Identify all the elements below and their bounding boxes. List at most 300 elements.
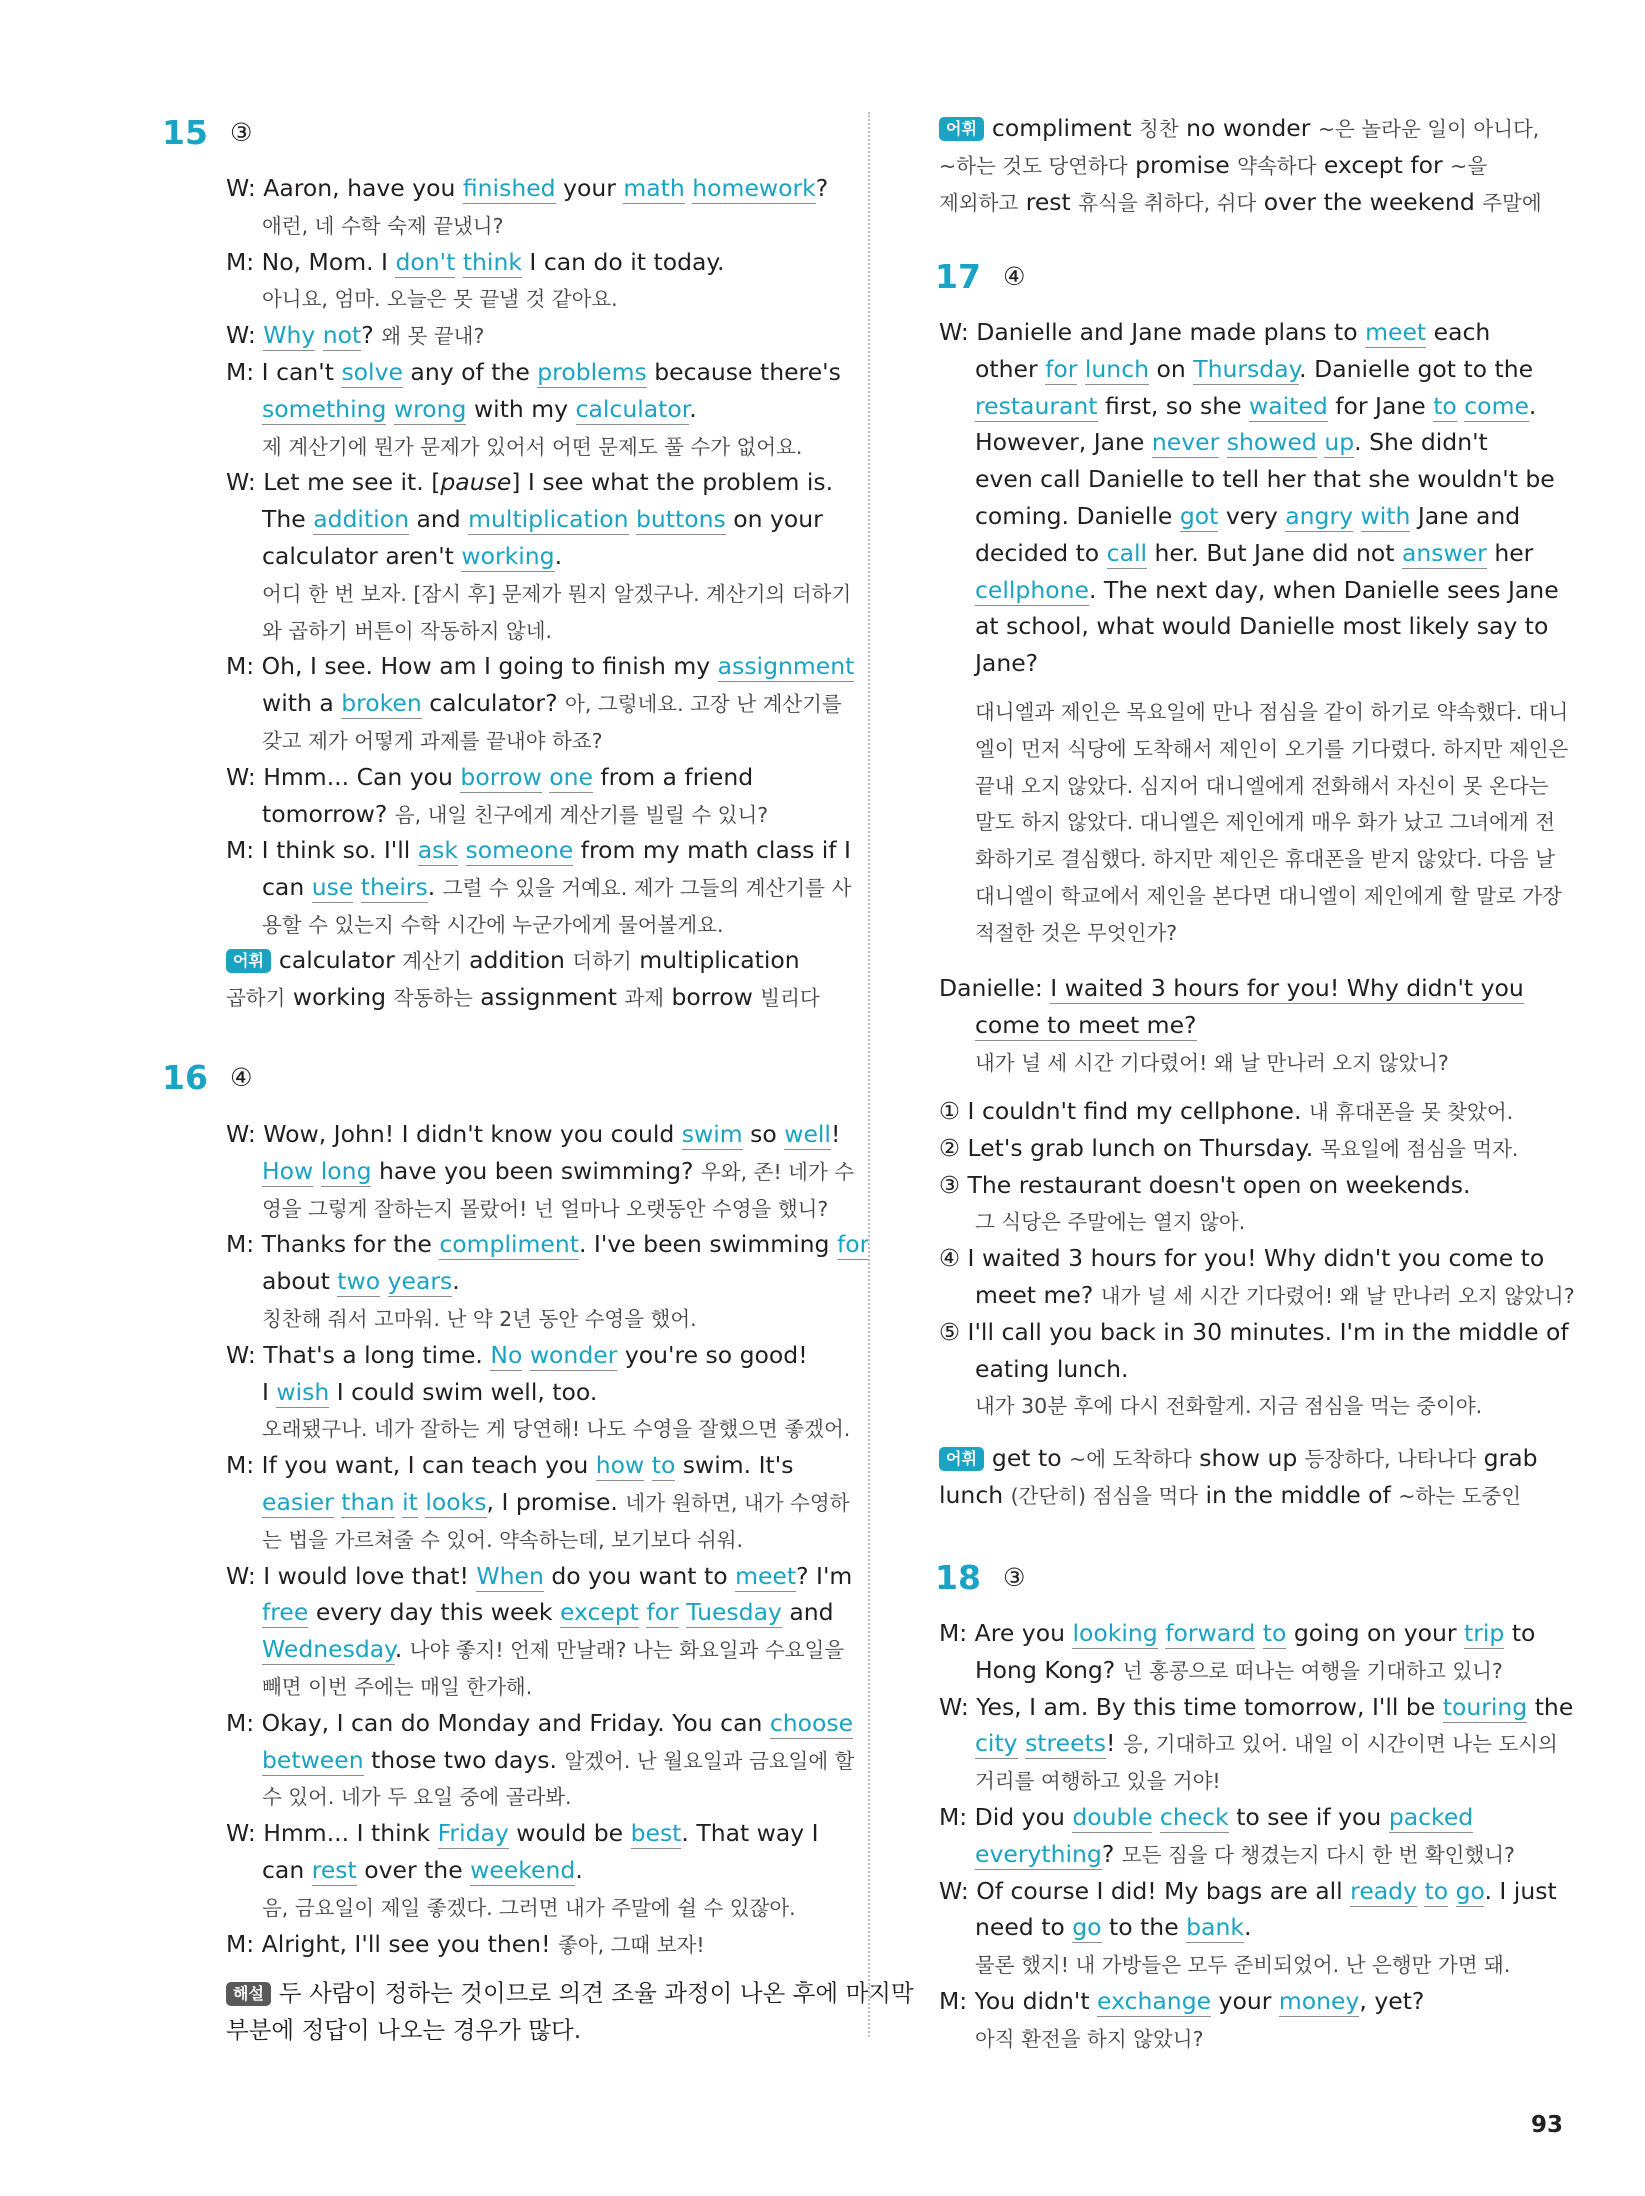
text-segment: each: [1426, 318, 1491, 346]
text-line: [226, 1975, 914, 2011]
section-badge: 어휘: [939, 117, 984, 141]
text-segment: !: [1106, 1729, 1123, 1758]
text-segment: The: [262, 505, 314, 534]
blank-answer: looks: [425, 1488, 487, 1516]
text-line: [226, 354, 841, 390]
text-segment: W: Of course I did! My bags are all: [939, 1876, 1351, 1905]
section-badge: 어휘: [939, 1447, 984, 1471]
text-segment: for Jane: [1327, 391, 1434, 420]
text-line: [939, 1615, 1535, 1651]
text-segment: with a: [262, 689, 342, 718]
blank-answer: solve: [341, 358, 403, 386]
text-segment: meet me?: [975, 1281, 1101, 1309]
korean-translation: 과제: [624, 985, 665, 1010]
blank-answer: forward: [1165, 1619, 1256, 1647]
blank-answer: it: [402, 1488, 418, 1516]
section-badge: 어휘: [226, 949, 271, 973]
text-segment: in the middle of: [1198, 1480, 1399, 1509]
korean-translation-line: 대니엘과 제인은 목요일에 만나 점심을 같이 하기로 약속했다. 대니: [975, 700, 1569, 724]
text-segment: Danielle:: [939, 974, 1051, 1002]
text-line: [975, 1836, 1515, 1872]
blank-answer: math: [623, 174, 685, 202]
text-line: [975, 1652, 1503, 1688]
text-segment: have you been swimming?: [371, 1156, 701, 1185]
blank-answer: homework: [692, 174, 816, 202]
text-line: [262, 722, 603, 758]
text-line: [939, 1240, 1544, 1276]
text-segment: multiplication: [631, 946, 800, 974]
q17-header: [935, 256, 1025, 296]
text-line: [939, 1873, 1557, 1909]
text-segment: get to: [991, 1444, 1070, 1472]
blank-answer: how: [595, 1451, 645, 1480]
text-line: [262, 1190, 828, 1226]
blank-answer: streets: [1025, 1729, 1107, 1758]
blank-answer: to: [1424, 1876, 1449, 1905]
blank-answer: swim: [681, 1120, 743, 1148]
text-line: [975, 1203, 1245, 1239]
korean-translation: 작동하는: [393, 985, 473, 1010]
blank-answer: ask: [417, 836, 459, 865]
text-line: [262, 1778, 572, 1814]
text-segment: I: [262, 1377, 277, 1406]
text-segment: eating lunch.: [975, 1354, 1129, 1383]
text-segment: addition: [461, 946, 573, 974]
text-segment: M: Are you: [939, 1619, 1073, 1647]
text-line: [939, 1689, 1573, 1725]
text-segment: W: Aaron, have you: [226, 174, 463, 202]
text-segment: except for: [1316, 150, 1451, 179]
text-segment: ?: [361, 321, 382, 350]
text-segment: need to: [975, 1913, 1073, 1942]
korean-translation: 내가 널 세 시간 기다렸어! 왜 날 만나러 오지 않았니?: [975, 1050, 1449, 1075]
korean-translation: 계산기: [402, 949, 462, 973]
text-segment: other: [975, 354, 1046, 383]
text-segment: ?: [815, 174, 829, 202]
blank-answer: money: [1278, 1987, 1360, 2015]
text-line: [939, 314, 1490, 350]
text-line: [975, 351, 1533, 387]
blank-answer: something: [262, 394, 387, 423]
text-segment: . Danielle got to the: [1299, 354, 1534, 383]
text-segment: W: Hmm... I think: [226, 1819, 438, 1848]
blank-answer: problems: [537, 358, 647, 386]
text-segment: [1448, 1877, 1455, 1905]
text-segment: . She didn't: [1354, 428, 1488, 457]
text-segment: , yet?: [1359, 1987, 1425, 2015]
korean-translation: 음, 내일 친구에게 계산기를 빌릴 수 있니?: [394, 802, 769, 827]
korean-translation: 빌리다: [760, 985, 820, 1010]
text-segment: compliment: [991, 114, 1140, 142]
text-segment: [1219, 428, 1226, 456]
blank-answer: assignment: [717, 652, 855, 681]
column-divider: [868, 112, 870, 2037]
text-line: [975, 1044, 1449, 1080]
text-segment: working: [285, 982, 394, 1011]
text-line: [975, 1946, 1510, 1982]
text-segment: W: Danielle and Jane made plans to: [939, 318, 1366, 346]
text-line: [226, 170, 828, 206]
text-segment: .: [1528, 391, 1537, 420]
blank-answer: wonder: [529, 1340, 618, 1369]
korean-translation: 약속하다: [1237, 153, 1317, 178]
text-segment: . The next day, when Danielle sees Jane: [1088, 575, 1559, 604]
text-line: [262, 1631, 844, 1667]
blank-answer: go: [1072, 1913, 1102, 1942]
korean-translation: 오래됐구나. 네가 잘하는 게 당연해! 나도 수영을 잘했으면 좋겠어.: [262, 1417, 851, 1442]
text-line: [262, 501, 823, 537]
text-segment: do you want to: [543, 1561, 736, 1590]
blank-answer: touring: [1442, 1692, 1528, 1721]
text-segment: [353, 873, 360, 901]
text-segment: from a friend: [592, 762, 754, 791]
text-segment: .: [575, 1856, 583, 1884]
blank-answer: call: [1106, 538, 1148, 567]
text-line: [939, 1983, 1424, 2019]
korean-translation: 넌 홍콩으로 떠나는 여행을 기대하고 있니?: [1122, 1658, 1503, 1683]
text-line: [262, 1410, 850, 1446]
text-line: [262, 685, 842, 721]
korean-translation-line: 대니엘이 학교에서 제인을 본다면 대니엘이 제인에게 할 말로 가장: [975, 884, 1562, 908]
text-segment: .: [554, 542, 563, 570]
text-segment: pause: [440, 468, 512, 497]
q16-header: [162, 1057, 252, 1097]
text-segment: calculator: [278, 946, 403, 974]
blank-answer: exchange: [1097, 1987, 1212, 2015]
text-line: [975, 1909, 1251, 1945]
text-line: [226, 244, 724, 280]
text-line: [262, 796, 768, 832]
text-segment: can: [262, 1856, 312, 1884]
text-line: [262, 1374, 597, 1410]
text-segment: I could swim well, too.: [329, 1377, 598, 1406]
text-segment: ] I see what the problem is.: [511, 468, 834, 497]
korean-translation: 제 계산기에 뭔가 문제가 있어서 어떤 문제도 풀 수가 없어요.: [262, 434, 803, 459]
text-segment: ④ I waited 3 hours for you! Why didn't you come to: [939, 1244, 1545, 1273]
text-segment: tomorrow?: [262, 799, 395, 828]
text-segment: .: [689, 394, 697, 423]
text-segment: M: Thanks for the: [226, 1230, 440, 1259]
text-segment: ① I couldn't find my cellphone.: [939, 1097, 1309, 1125]
text-line: [226, 1926, 705, 1962]
blank-answer: ready: [1350, 1876, 1417, 1905]
text-segment: W: I would love that!: [226, 1561, 477, 1590]
korean-translation: 어디 한 번 보자. [잠시 후] 문제가 뭔지 알겠구나. 계산기의 더하기: [262, 581, 852, 606]
korean-translation: 그럴 수 있을 거예요. 제가 그들의 계산기를 사: [442, 876, 852, 901]
text-segment: borrow: [664, 982, 761, 1011]
text-line: [262, 1742, 854, 1778]
text-line: [939, 1440, 1538, 1476]
text-segment: ② Let's grab lunch on Thursday.: [939, 1133, 1321, 1162]
text-segment: come to meet me?: [975, 1010, 1197, 1039]
text-line: [975, 1351, 1128, 1387]
text-segment: first, so she: [1097, 391, 1250, 420]
text-line: [975, 608, 1548, 644]
text-line: [939, 1130, 1518, 1166]
blank-answer: packed: [1388, 1803, 1474, 1831]
korean-translation: 수 있어. 네가 두 요일 중에 골라봐.: [262, 1785, 572, 1810]
text-segment: every day this week: [308, 1598, 560, 1627]
text-segment: rest: [1018, 187, 1079, 216]
korean-translation: 음, 금요일이 제일 좋겠다. 그러면 내가 주말에 쉴 수 있잖아.: [262, 1895, 796, 1920]
blank-answer: Wednesday: [262, 1635, 395, 1664]
korean-translation: 내 휴대폰을 못 찾았어.: [1308, 1100, 1514, 1124]
text-segment: from my math class if I: [573, 836, 851, 865]
text-segment: [1152, 1803, 1159, 1831]
text-segment: over the weekend: [1256, 187, 1483, 216]
text-segment: those two days.: [363, 1745, 565, 1774]
text-line: [226, 759, 753, 795]
blank-answer: restaurant: [975, 391, 1098, 420]
blank-answer: go: [1455, 1876, 1485, 1905]
text-line: [939, 1799, 1473, 1835]
blank-answer: looking: [1072, 1619, 1158, 1647]
text-line: [226, 1815, 819, 1851]
text-segment: !: [830, 1120, 841, 1148]
text-segment: going on your: [1286, 1619, 1465, 1647]
korean-translation: 주말에: [1482, 190, 1542, 215]
text-line: [226, 979, 820, 1015]
text-line: [975, 535, 1533, 571]
blank-answer: to: [651, 1451, 676, 1480]
text-segment: However, Jane: [975, 428, 1152, 457]
text-line: [262, 575, 851, 611]
blank-answer: calculator: [575, 394, 690, 423]
text-segment: M: Alright, I'll see you then!: [226, 1929, 558, 1958]
korean-translation-line: 엘이 먼저 식당에 도착해서 제인이 오기를 기다렸다. 하지만 제인은: [975, 736, 1569, 761]
text-segment: [1353, 502, 1360, 530]
text-segment: [313, 1157, 320, 1185]
text-segment: her: [1486, 538, 1534, 567]
blank-answer: long: [320, 1156, 372, 1185]
blank-answer: everything: [975, 1839, 1102, 1868]
text-line: [226, 942, 800, 978]
blank-answer: No: [490, 1340, 523, 1369]
korean-translation: 갖고 제가 어떻게 과제를 끝내야 하죠?: [262, 729, 603, 753]
korean-translation: 칭찬: [1139, 117, 1179, 141]
text-line: [262, 538, 562, 574]
korean-translation: 아직 환전을 하지 않았니?: [975, 2026, 1204, 2051]
blank-answer: theirs: [360, 873, 428, 902]
text-segment: W: Let me see it. [: [226, 468, 441, 497]
korean-translation: 와 곱하기 버튼이 작동하지 않네.: [262, 618, 553, 643]
korean-translation: 물론 했지! 내 가방들은 모두 준비되었어. 난 은행만 가면 돼.: [975, 1953, 1511, 1978]
text-line: [262, 1852, 583, 1888]
blank-answer: than: [341, 1488, 395, 1516]
korean-translation: 왜 못 끝내?: [381, 324, 485, 349]
text-line: [939, 184, 1542, 220]
korean-translation: 는 법을 가르쳐줄 수 있어. 약속하는데, 보기보다 쉬워.: [262, 1527, 744, 1552]
korean-translation-line: 화하기로 결심했다. 하지만 제인은 휴대폰을 받지 않았다. 다음 날: [975, 847, 1556, 872]
korean-translation: 좋아, 그때 보자!: [557, 1932, 705, 1957]
blank-answer: except: [559, 1598, 639, 1627]
text-segment: to the: [1101, 1913, 1187, 1942]
text-segment: the: [1527, 1692, 1574, 1721]
text-segment: with my: [466, 394, 576, 423]
text-segment: Jane?: [975, 649, 1039, 678]
blank-answer: Friday: [437, 1819, 509, 1848]
korean-translation: 알겠어. 난 월요일과 금요일에 할: [564, 1748, 855, 1773]
korean-translation: 내가 30분 후에 다시 전화할게. 지금 점심을 먹는 중이야.: [975, 1394, 1483, 1419]
blank-answer: multiplication: [468, 505, 629, 534]
text-segment: W: Wow, John! I didn't know you could: [226, 1120, 682, 1148]
text-segment: at school, what would Danielle most likely say to: [975, 612, 1549, 641]
text-line: [262, 906, 723, 942]
blank-answer: for: [1045, 354, 1078, 383]
korean-translation: 애런, 네 수학 숙제 끝냈니?: [262, 213, 504, 238]
text-segment: calculator aren't: [262, 542, 462, 570]
text-segment: so: [742, 1120, 785, 1148]
text-segment: even call Danielle to tell her that she wouldn't be: [975, 465, 1555, 494]
blank-answer: bank: [1186, 1913, 1244, 1942]
text-segment: ⑤ I'll call you back in 30 minutes. I'm in the middle of: [939, 1317, 1569, 1346]
blank-answer: one: [549, 762, 593, 791]
text-segment: coming. Danielle: [975, 502, 1180, 530]
blank-answer: check: [1159, 1803, 1229, 1831]
text-line: [226, 1116, 840, 1152]
text-segment: because there's: [646, 358, 841, 386]
text-line: [939, 1093, 1513, 1129]
blank-answer: well: [784, 1120, 831, 1148]
blank-answer: come: [1464, 391, 1529, 420]
blank-answer: answer: [1401, 538, 1487, 567]
korean-translation: 칭찬해 줘서 고마워. 난 약 2년 동안 수영을 했어.: [262, 1307, 697, 1331]
text-segment: ?: [1101, 1839, 1122, 1868]
korean-translation: 그 식당은 주말에는 열지 않아.: [975, 1210, 1246, 1235]
text-segment: [386, 395, 393, 423]
text-line: [226, 1447, 793, 1483]
korean-translation: 영을 그렇게 잘하는지 몰랐어! 넌 얼마나 오랫동안 수영을 했니?: [262, 1196, 829, 1221]
text-segment: promise: [1127, 150, 1238, 179]
text-segment: [455, 248, 462, 276]
text-line: [262, 1594, 834, 1630]
blank-answer: Why: [263, 321, 316, 350]
text-line: [226, 1705, 853, 1741]
blank-answer: with: [1360, 502, 1411, 530]
text-line: [262, 612, 552, 648]
blank-answer: choose: [769, 1708, 854, 1737]
text-line: [226, 317, 484, 353]
korean-translation: 아니요, 엄마. 오늘은 못 끝낼 것 같아요.: [262, 287, 618, 312]
blank-answer: lunch: [1084, 354, 1150, 383]
text-segment: M: If you want, I can teach you: [226, 1451, 596, 1480]
text-line: [975, 424, 1488, 460]
text-segment: any of the: [402, 358, 538, 386]
korean-translation: 빼면 이번 주에는 매일 한가해.: [262, 1675, 533, 1699]
blank-answer: borrow: [460, 762, 542, 791]
korean-translation: 네가 원하면, 내가 수영하: [625, 1491, 850, 1515]
text-segment: to: [1504, 1619, 1536, 1647]
q18-number: 18: [935, 1557, 981, 1597]
text-line: [939, 147, 1487, 183]
blank-answer: best: [630, 1819, 682, 1848]
text-segment: her. But Jane did not: [1147, 538, 1402, 567]
text-segment: [522, 1341, 529, 1369]
text-line: [975, 645, 1038, 681]
text-segment: swim. It's: [675, 1451, 794, 1480]
blank-answer: finished: [462, 174, 556, 202]
blank-answer: broken: [341, 689, 422, 718]
text-line: [975, 461, 1555, 497]
text-segment: Jane and: [1410, 502, 1521, 530]
text-segment: .: [452, 1267, 460, 1296]
blank-answer: for: [836, 1230, 870, 1259]
text-line: [975, 1387, 1482, 1423]
korean-translation: 응, 기대하고 있어. 내일 이 시간이면 나는 도시의: [1122, 1732, 1558, 1757]
text-segment: M: Oh, I see. How am I going to finish my: [226, 652, 718, 681]
text-segment: .: [427, 873, 443, 902]
text-segment: [315, 321, 322, 349]
text-segment: on your: [725, 505, 823, 534]
blank-answer: for: [646, 1598, 679, 1627]
blank-answer: easier: [262, 1488, 334, 1516]
text-segment: [629, 505, 636, 533]
text-line: [975, 2020, 1203, 2056]
text-line: [262, 280, 618, 316]
blank-answer: weekend: [470, 1856, 576, 1884]
text-segment: M: No, Mom. I: [226, 247, 396, 276]
text-line: [226, 1337, 808, 1373]
text-line: [262, 1889, 796, 1925]
text-segment: show up: [1191, 1444, 1305, 1472]
text-segment: assignment: [472, 982, 625, 1011]
text-segment: , I promise.: [486, 1488, 626, 1516]
blank-answer: not: [322, 321, 362, 350]
text-segment: ? I'm: [796, 1561, 853, 1590]
blank-answer: waited: [1249, 391, 1328, 420]
text-line: [262, 869, 851, 905]
blank-answer: working: [461, 542, 555, 570]
text-segment: M: You didn't: [939, 1987, 1098, 2015]
text-segment: would be: [508, 1819, 631, 1848]
korean-translation-line: 적절한 것은 무엇인가?: [975, 920, 1178, 945]
text-segment: I waited 3 hours for you! Why didn't you: [1050, 974, 1524, 1002]
text-segment: on: [1149, 354, 1194, 383]
text-segment: very: [1218, 502, 1286, 530]
korean-translation: 제외하고: [939, 190, 1019, 215]
blank-answer: think: [462, 247, 522, 276]
blank-answer: meet: [1365, 318, 1427, 346]
text-segment: W: Hmm... Can you: [226, 762, 461, 791]
blank-answer: Tuesday: [686, 1598, 782, 1627]
text-line: [262, 428, 802, 464]
korean-translation: 더하기: [572, 949, 632, 973]
korean-translation: 나야 좋지! 언제 만날래? 나는 화요일과 수요일을: [409, 1638, 845, 1663]
text-line: [262, 1521, 743, 1557]
blank-answer: double: [1072, 1803, 1153, 1831]
blank-answer: between: [262, 1745, 364, 1774]
korean-translation: 모든 짐을 다 챙겼는지 다시 한 번 확인했니?: [1121, 1842, 1515, 1867]
blank-answer: showed: [1226, 428, 1317, 457]
blank-answer: buttons: [635, 505, 726, 534]
text-line: [975, 572, 1559, 608]
korean-translation: 용할 수 있는지 수학 시간에 누군가에게 물어볼게요.: [262, 913, 724, 937]
text-segment: M: Did you: [939, 1803, 1073, 1831]
text-line: [975, 388, 1536, 424]
text-line: [939, 970, 1524, 1006]
blank-answer: someone: [465, 836, 574, 865]
text-line: [939, 1477, 1521, 1513]
korean-translation: 아, 그렇네요. 고장 난 계산기를: [565, 692, 842, 717]
korean-translation: 거리를 여행하고 있을 거야!: [975, 1769, 1221, 1794]
blank-answer: never: [1151, 428, 1220, 457]
text-segment: no wonder: [1178, 114, 1318, 142]
korean-translation: 등장하다, 나타나다: [1304, 1447, 1477, 1471]
blank-answer: addition: [313, 505, 409, 534]
text-segment: .: [394, 1635, 410, 1664]
text-segment: M: I can't: [226, 358, 342, 386]
text-line: [939, 1314, 1569, 1350]
